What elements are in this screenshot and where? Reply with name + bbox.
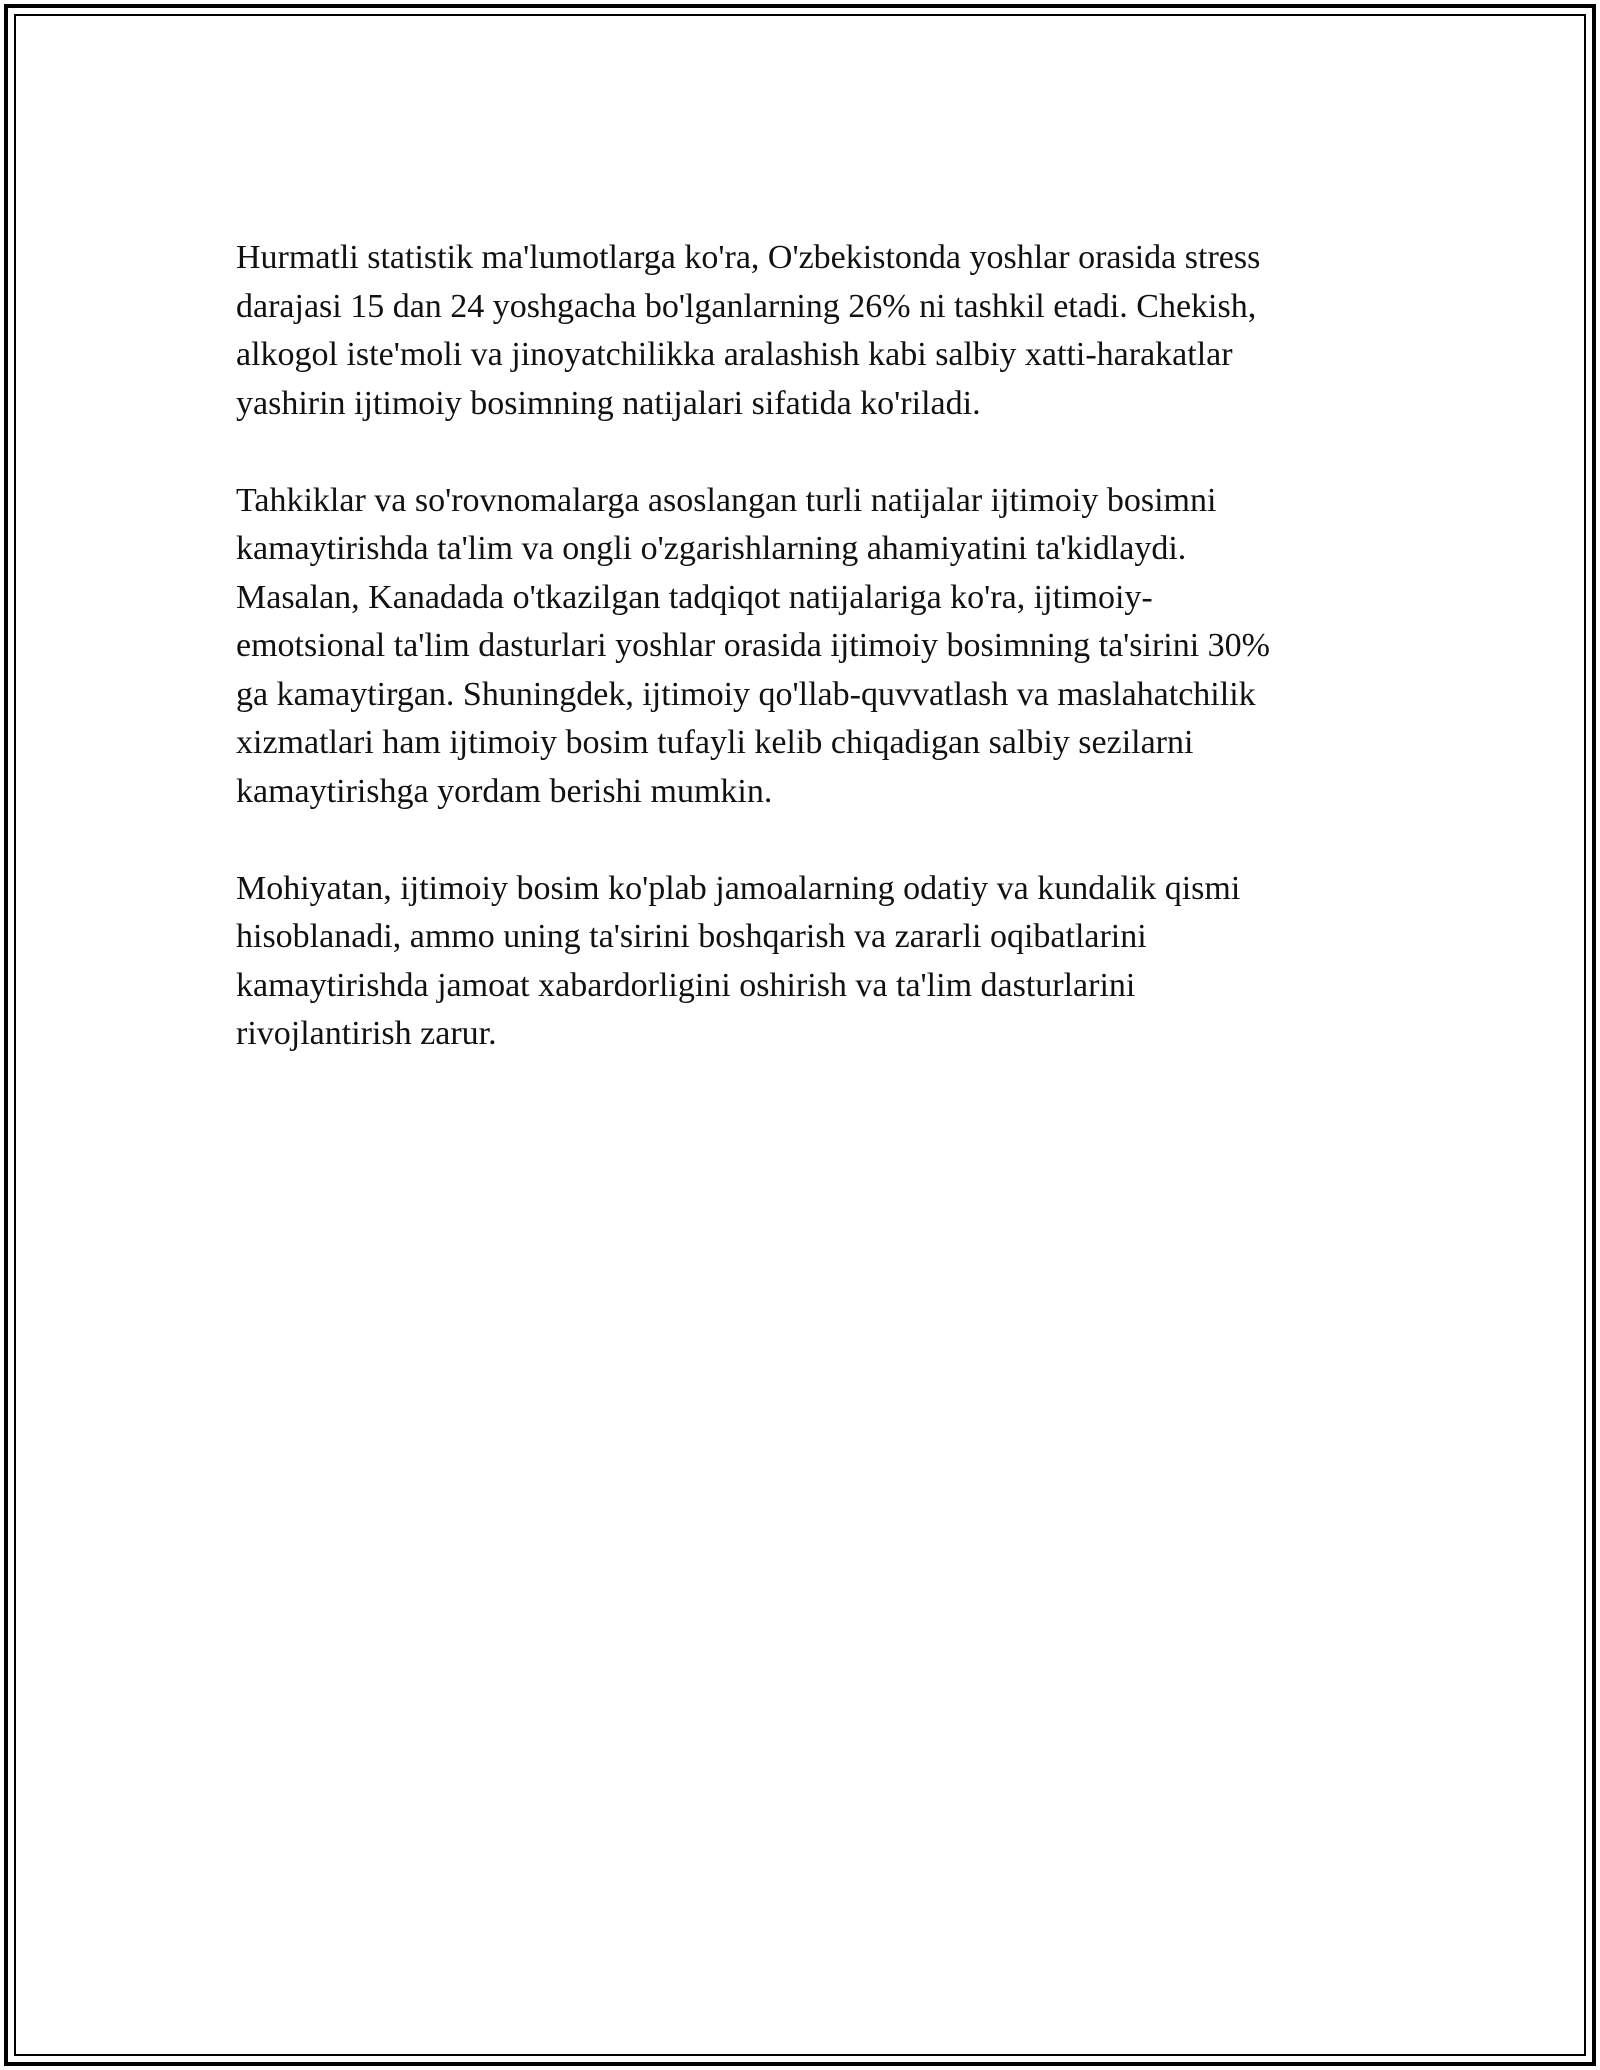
paragraph-conclusion: Mohiyatan, ijtimoiy bosim ko'plab jamoalarning odatiy va kundalik qismi hisoblanadi, ammo uning ta'sirini boshqarish va zararli oqibatlarini kamaytirishda jamoat xabardorligini oshirish va ta'lim dasturlarini rivojlantirish zarur. xyxy=(236,869,1241,1052)
paragraph-research: Tahkiklar va so'rovnomalarga asoslangan turli natijalar ijtimoiy bosimni kamaytirishda ta'lim va ongli o'zgarishlarning ahamiyatini ta'kidlaydi. Masalan, Kanadada o'tkazilgan tadqiqot natijalariga ko'ra, ijtimoiy- emotsional ta'lim dasturlari yoshlar orasida ijtimoiy bosimning ta'sirini 30% ga kamaytirgan. Shuningdek, ijtimoiy qo'llab-quvvatlash va maslahatchilik xizmatlari ham ijtimoiy bosim tufayli kelib chiqadigan salbiy sezilarni kamaytirishga yordam berishi mumkin. xyxy=(236,481,1270,810)
paragraph-statistics: Hurmatli statistik ma'lumotlarga ko'ra, O'zbekistonda yoshlar orasida stress darajasi 15 dan 24 yoshgacha bo'lganlarning 26% ni tashkil etadi. Chekish, alkogol iste'moli va jinoyatchilikka aralashish kabi salbiy xatti-harakatlar yashirin ijtimoiy bosimning natijalari sifatida ko'riladi. xyxy=(236,239,1261,422)
document-body xyxy=(236,234,1366,1107)
